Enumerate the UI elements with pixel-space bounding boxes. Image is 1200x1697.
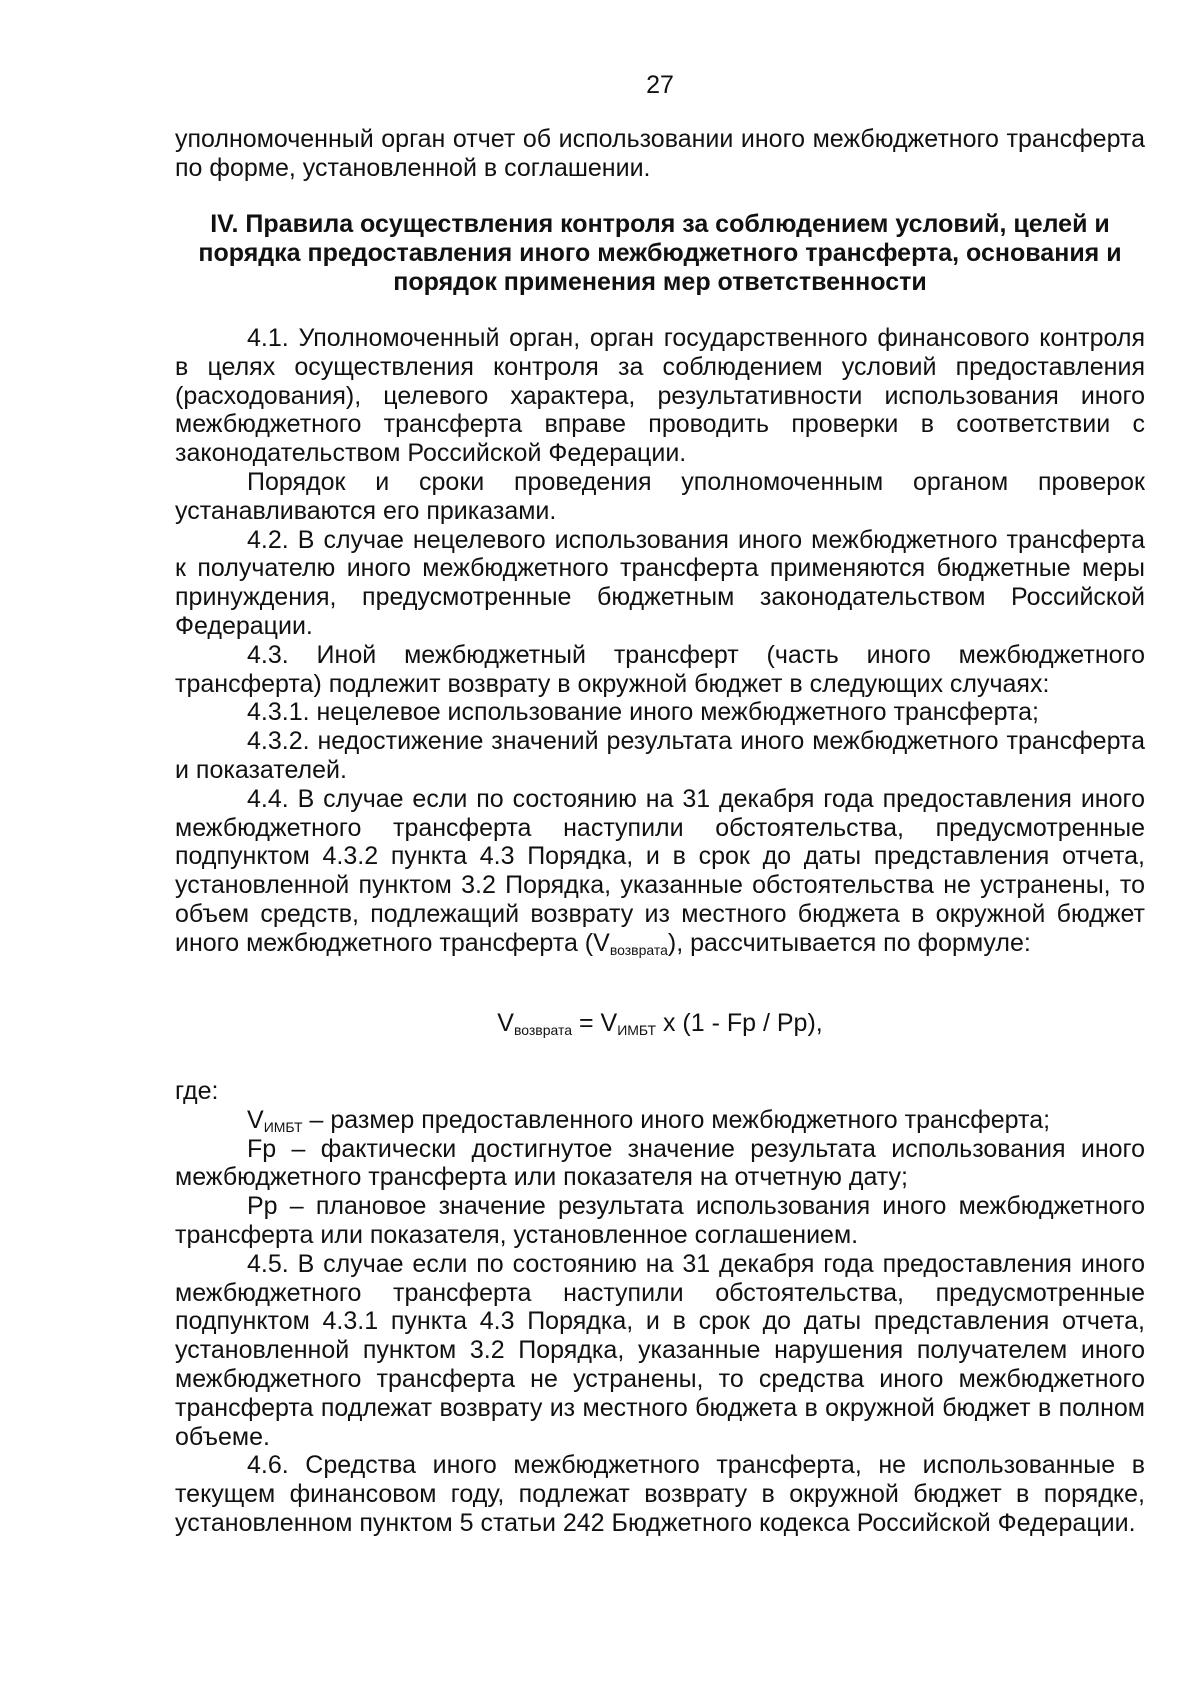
formula-rhs: x (1 - Fp / Pp), (656, 1009, 823, 1037)
where-label: где: (175, 1077, 219, 1105)
paragraph-4-3-1: 4.3.1. нецелевое использование иного межбюджетного трансферта; (247, 698, 1039, 727)
page-number: 27 (646, 71, 674, 99)
definition-v-subscript: ИМБТ (263, 1118, 303, 1135)
definition-fp: Fp – фактически достигнутое значение результата использования иного межбюджетного трансферта или показателя на отчетную дату; (175, 1134, 1145, 1192)
formula-rhs-subscript: ИМБТ (617, 1022, 657, 1038)
paragraph-4-6: 4.6. Средства иного межбюджетного трансферта, не использованные в текущем финансовом году, подлежат возврату в окружной бюджет в порядке, установленном пунктом 5 статьи 242 Бюджетного кодекса Российской Федерации. (175, 1451, 1145, 1537)
paragraph-4-4-subscript: возврата (609, 941, 668, 958)
paragraph-4-4-end: ), рассчитывается по формуле: (667, 928, 1031, 957)
formula-lhs-subscript: возврата (513, 1022, 573, 1038)
formula-lhs: V (497, 1009, 514, 1037)
paragraph-4-2: 4.2. В случае нецелевого использования иного межбюджетного трансферта к получателю иного межбюджетного трансферта применяются бюджетные меры принуждения, предусмотренные бюджетным законодательством Российской Федерации. (175, 525, 1145, 640)
definition-v-imbt (175, 1106, 1145, 1135)
intro-text: уполномоченный орган отчет об использовании иного межбюджетного трансферта по форме, установленной в соглашении. (175, 125, 1145, 182)
section-body (175, 324, 1145, 958)
definition-pp: Pp – плановое значение результата использования иного межбюджетного трансферта или показателя, установленное соглашением. (175, 1192, 1145, 1249)
definition-v-base: V (247, 1105, 264, 1134)
return-formula (0, 1008, 1200, 1038)
paragraph-4-4 (175, 785, 1145, 958)
section-heading: IV. Правила осуществления контроля за соблюдением условий, целей и порядка предоставления иного межбюджетного трансферта, основания и порядок применения мер ответственности (198, 210, 1122, 296)
paragraph-4-1-procedure: Порядок и сроки проведения уполномоченным органом проверок устанавливаются его приказами. (175, 467, 1145, 525)
paragraph-4-1: 4.1. Уполномоченный орган, орган государственного финансового контроля в целях осуществления контроля за соблюдением условий предоставления (расходования), целевого характера, результативности использования иного межбюджетного трансферта вправе проводить проверки в соответствии с законодательством Российской Федерации. (175, 324, 1145, 468)
paragraph-4-4-text: 4.4. В случае если по состоянию на 31 декабря года предоставления иного межбюджетного трансферта наступили обстоятельства, предусмотренные подпунктом 4.3.2 пункта 4.3 Порядка, и в срок до даты представления отчета, установленной пунктом 3.2 Порядка, указанные обстоятельства не устранены, то объем средств, подлежащий возврату из местного бюджета в окружной бюджет иного межбюджетного трансферта (V (175, 784, 1145, 957)
intro-paragraph (175, 125, 1145, 183)
formula-equals: = V (572, 1009, 618, 1037)
definitions-block (175, 1077, 1145, 1538)
paragraph-4-5: 4.5. В случае если по состоянию на 31 декабря года предоставления иного межбюджетного трансферта наступили обстоятельства, предусмотренные подпунктом 4.3.1 пункта 4.3 Порядка, и в срок до даты представления отчета, установленной пунктом 3.2 Порядка, указанные нарушения получателем иного межбюджетного трансферта не устранены, то средства иного межбюджетного трансферта подлежат возврату из местного бюджета в окружной бюджет в полном объеме. (175, 1249, 1145, 1451)
paragraph-4-3-2: 4.3.2. недостижение значений результата иного межбюджетного трансферта и показателей. (175, 727, 1145, 784)
paragraph-4-3: 4.3. Иной межбюджетный трансферт (часть иного межбюджетного трансферта) подлежит возврату в окружной бюджет в следующих случаях: (175, 640, 1145, 698)
definition-v-text: – размер предоставленного иного межбюджетного трансферта; (302, 1105, 1051, 1134)
